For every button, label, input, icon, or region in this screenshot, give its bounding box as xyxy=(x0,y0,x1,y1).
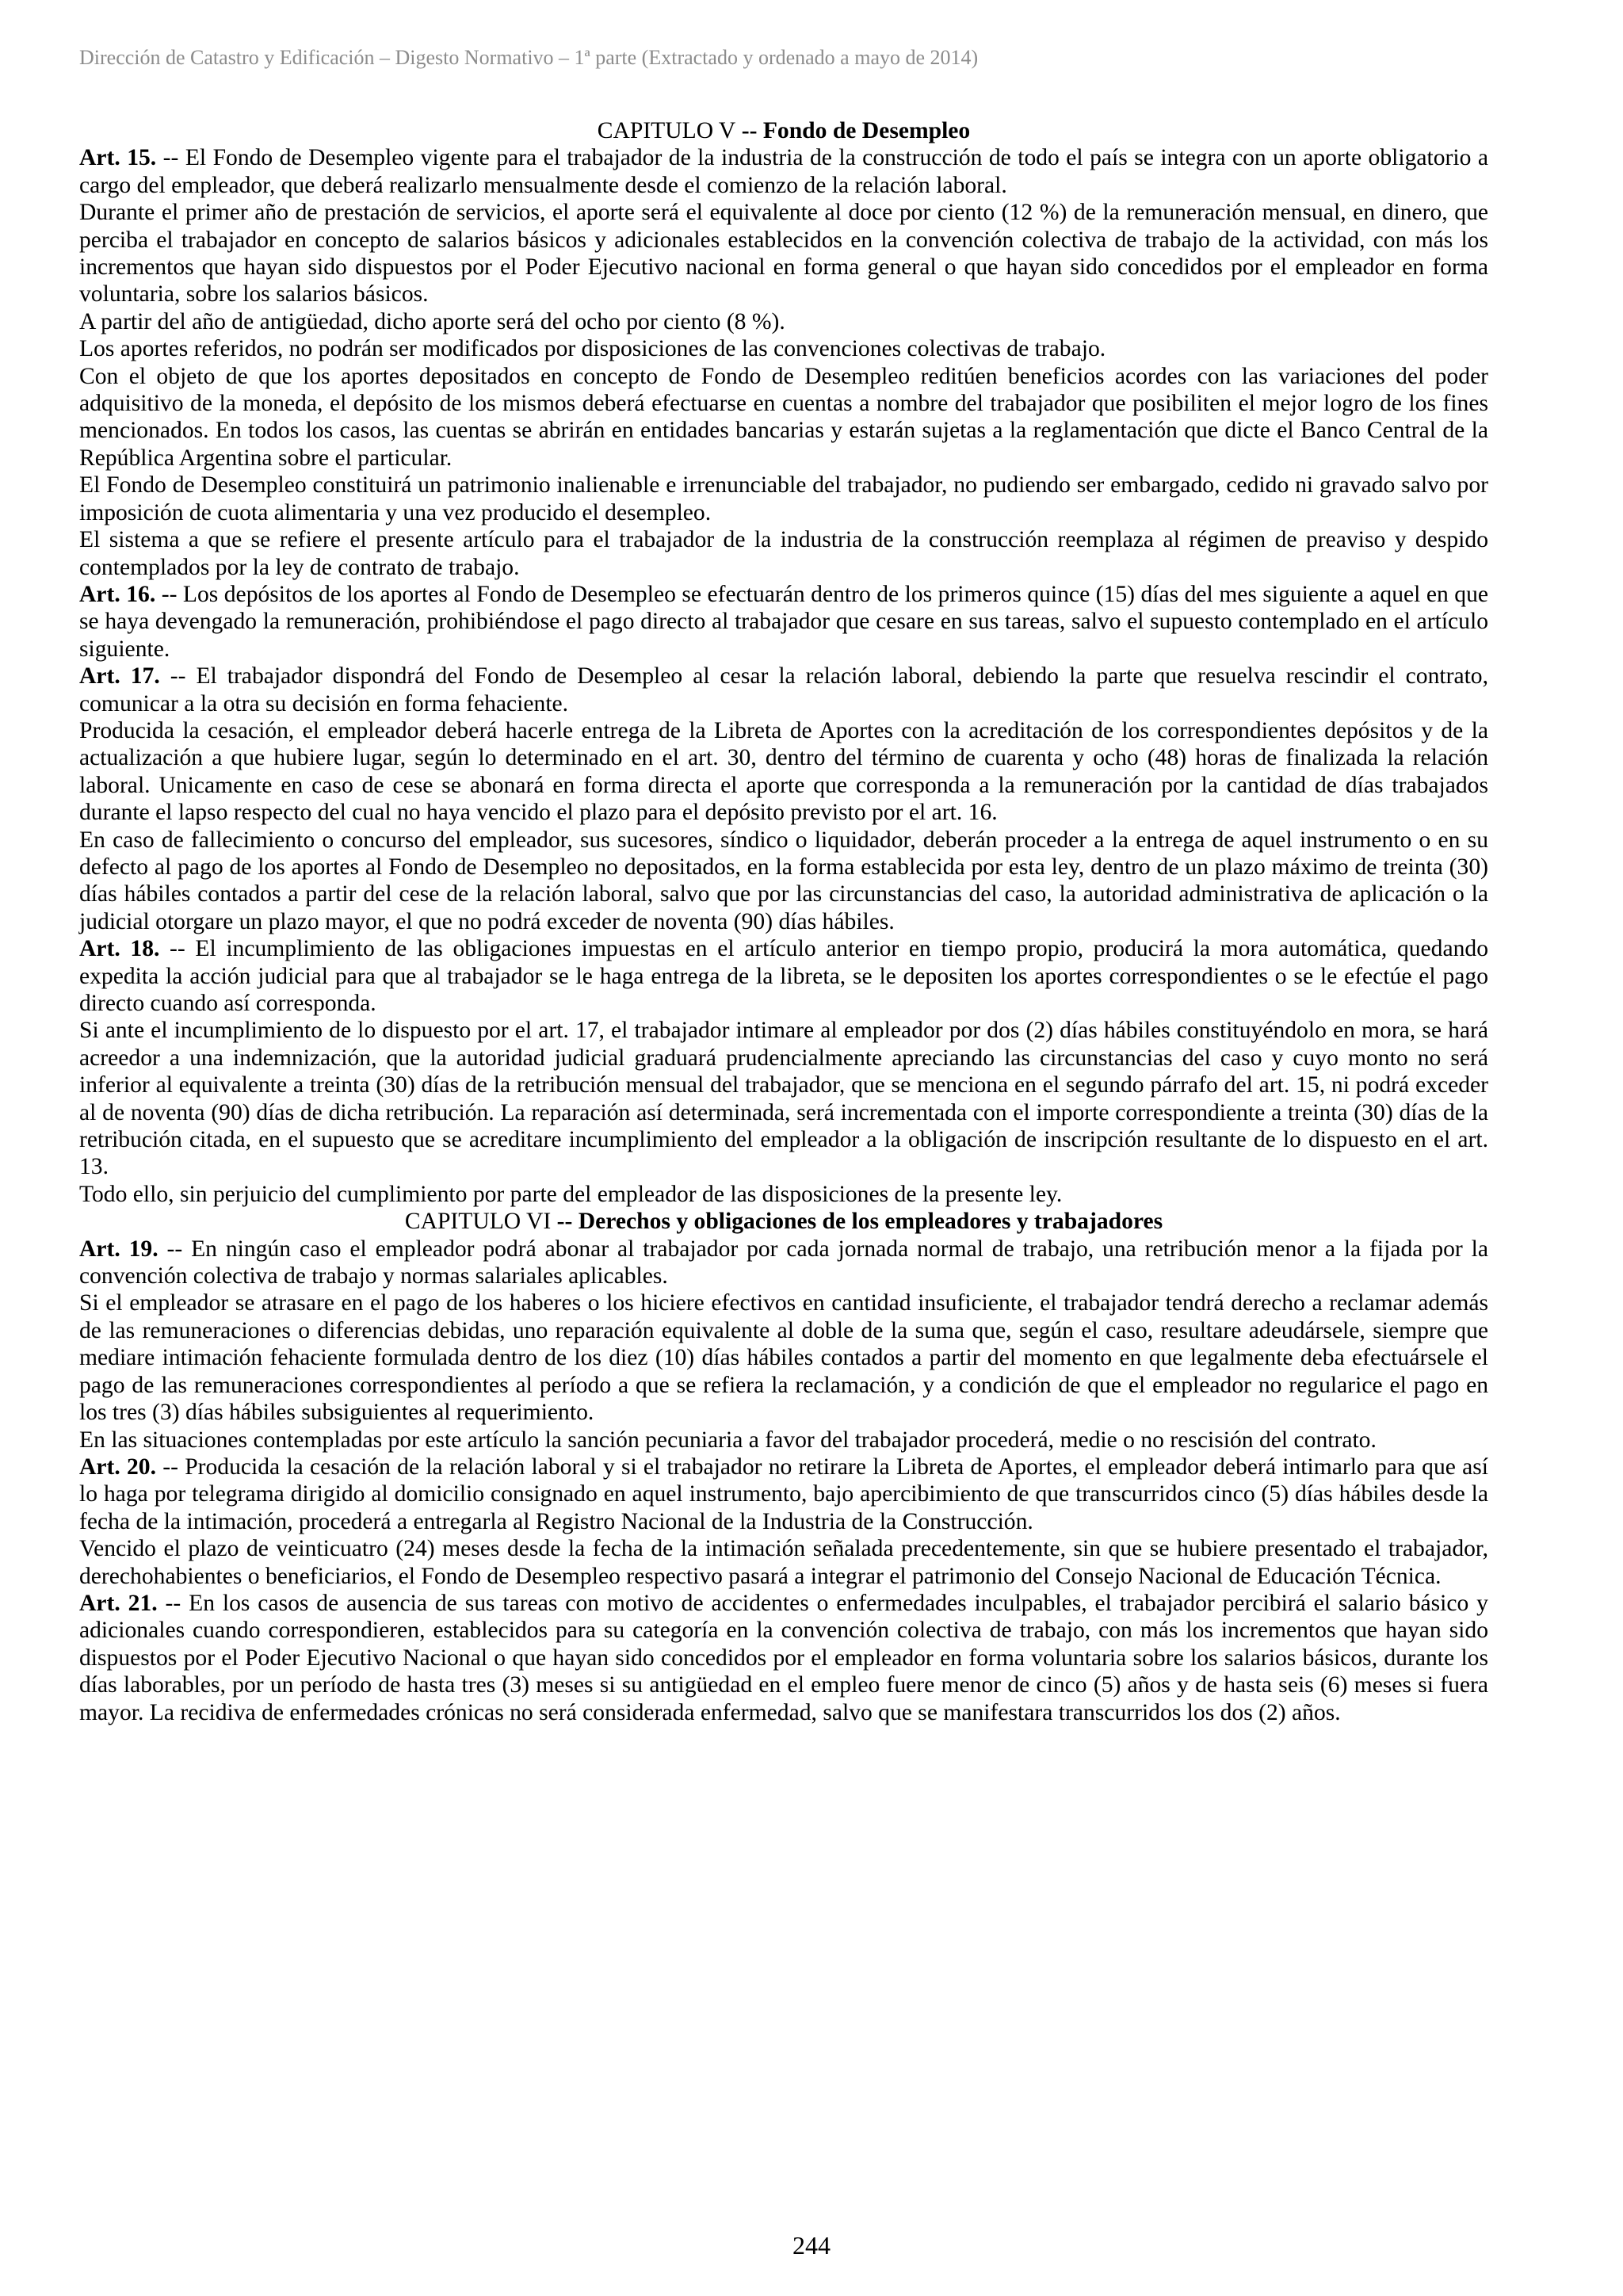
article-17-paragraph: Producida la cesación, el empleador deberá hacerle entrega de la Libreta de Aportes con la acreditación de los correspondientes depósitos y de la actualización a que hubiere lugar, según lo determinado en el art. 30, dentro del término de cuarenta y ocho (48) horas de finalizada la relación laboral. Unicamente en caso de cese se abonará en forma directa el aporte que corresponda a la remuneración por la cantidad de días trabajados durante el lapso respecto del cual no haya vencido el plazo para el depósito previsto por el art. 16. xyxy=(79,717,1488,826)
chapter-label: CAPITULO V xyxy=(597,118,736,143)
article-18-paragraph xyxy=(79,935,1488,1017)
article-18-paragraph: Si ante el incumplimiento de lo dispuesto por el art. 17, el trabajador intimare al empleador por dos (2) días hábiles constituyéndolo en mora, se hará acreedor a una indemnización, que la autoridad judicial graduará prudencialmente apreciando las circunstancias del caso y cuyo monto no será inferior al equivalente a treinta (30) días de la retribución mensual del trabajador, que se menciona en el segundo párrafo del art. 15, ni podrá exceder al de noventa (90) días de dicha retribución. La reparación así determinada, será incrementada con el importe correspondiente a treinta (30) días de la retribución citada, en el supuesto que se acreditare incumplimiento del empleador a la obligación de inscripción resultante de lo dispuesto en el art. 13. xyxy=(79,1018,1488,1180)
chapter-heading-v xyxy=(79,117,1488,144)
article-text: -- El Fondo de Desempleo vigente para el trabajador de la industria de la construcción de todo el país se integra con un aporte obligatorio a cargo del empleador, que deberá realizarlo mensualmente desde el comienzo de la relación laboral. xyxy=(79,145,1489,198)
article-19-paragraph: En las situaciones contempladas por este artículo la sanción pecuniaria a favor del trabajador procederá, medie o no rescisión del contrato. xyxy=(79,1427,1377,1453)
article-text: -- En ningún caso el empleador podrá abonar al trabajador por cada jornada normal de trabajo, una retribución menor a la fijada por la convención colectiva de trabajo y normas salariales aplicables. xyxy=(79,1236,1488,1289)
chapter-label: CAPITULO VI xyxy=(404,1209,552,1235)
article-16-paragraph xyxy=(79,581,1488,663)
article-text: -- En los casos de ausencia de sus tareas con motivo de accidentes o enfermedades inculpables, el trabajador percibirá el salario básico y adicionales cuando correspondieren, establecidos para su categoría en la convención colectiva de trabajo, con más los incrementos que hayan sido dispuestos por el Poder Ejecutivo Nacional o que hayan sido concedidos por el empleador en forma voluntaria sobre los salarios básicos, durante los días laborables, por un período de hasta tres (3) meses si su antigüedad en el empleo fuere menor de cinco (5) años y de hasta seis (6) meses si fuera mayor. La recidiva de enfermedades crónicas no será considerada enfermedad, salvo que se manifestara transcurridos los dos (2) años. xyxy=(79,1590,1488,1725)
article-15-paragraph: Los aportes referidos, no podrán ser modificados por disposiciones de las convenciones colectivas de trabajo. xyxy=(79,336,1106,362)
article-text: -- El incumplimiento de las obligaciones impuestas en el artículo anterior en tiempo propio, producirá la mora automática, quedando expedita la acción judicial para que al trabajador se le haga entrega de la libreta, se le depositen los aportes correspondientes o se le efectúe el pago directo cuando así corresponda. xyxy=(79,936,1489,1016)
article-label: Art. 17. xyxy=(79,663,160,690)
article-text: -- Producida la cesación de la relación laboral y si el trabajador no retirare la Libreta de Aportes, el empleador deberá intimarlo para que así lo haga por telegrama dirigido al domicilio consignado en aquel instrumento, bajo apercibimiento de que transcurridos cinco (5) días hábiles desde la fecha de la intimación, procederá a entregarla al Registro Nacional de la Industria de la Construcción. xyxy=(79,1454,1488,1534)
article-15-paragraph: El Fondo de Desempleo constituirá un patrimonio inalienable e irrenunciable del trabajador, no pudiendo ser embargado, cedido ni gravado salvo por imposición de cuota alimentaria y una vez producido el desempleo. xyxy=(79,472,1488,525)
article-19-paragraph xyxy=(79,1236,1488,1290)
article-text: -- El trabajador dispondrá del Fondo de Desempleo al cesar la relación laboral, debiendo la parte que resuelva rescindir el contrato, comunicar a la otra su decisión en forma fehaciente. xyxy=(79,663,1488,716)
article-label: Art. 19. xyxy=(79,1236,158,1262)
article-15-paragraph xyxy=(79,144,1488,199)
article-text: -- Los depósitos de los aportes al Fondo de Desempleo se efectuarán dentro de los primeros quince (15) días del mes siguiente a aquel en que se haya devengado la remuneración, prohibiéndose el pago directo al trabajador que cesare en sus tareas, salvo el supuesto contemplado en el artículo siguiente. xyxy=(79,581,1488,662)
article-label: Art. 21. xyxy=(79,1590,158,1616)
article-label: Art. 16. xyxy=(79,581,156,607)
article-15-paragraph: Durante el primer año de prestación de servicios, el aporte será el equivalente al doce por ciento (12 %) de la remuneración mensual, en dinero, que perciba el trabajador en concepto de salarios básicos y adicionales establecidos en la convención colectiva de trabajo de la actividad, con más los incrementos que hayan sido dispuestos por el Poder Ejecutivo nacional en forma general o que hayan sido concedidos por el empleador en forma voluntaria, sobre los salarios básicos. xyxy=(79,200,1488,308)
article-label: Art. 15. xyxy=(79,145,157,171)
chapter-title: Fondo de Desempleo xyxy=(762,118,971,143)
page-number: 244 xyxy=(792,2231,831,2260)
article-17-paragraph: En caso de fallecimiento o concurso del empleador, sus sucesores, síndico o liquidador, deberán proceder a la entrega de aquel instrumento o en su defecto al pago de los aportes al Fondo de Desempleo no depositados, en la forma establecida por esta ley, dentro de un plazo máximo de treinta (30) días hábiles contados a partir del cese de la relación laboral, salvo que por las circunstancias del caso, la autoridad administrativa de aplicación o la judicial otorgare un plazo mayor, el que no podrá exceder de noventa (90) días hábiles. xyxy=(79,827,1488,934)
article-20-paragraph: Vencido el plazo de veinticuatro (24) meses desde la fecha de la intimación señalada precedentemente, sin que se hubiere presentado el trabajador, derechohabientes o beneficiarios, el Fondo de Desempleo respectivo pasará a integrar el patrimonio del Consejo Nacional de Educación Técnica. xyxy=(79,1536,1488,1589)
chapter-separator: -- xyxy=(735,118,763,143)
chapter-separator: -- xyxy=(551,1209,579,1235)
article-15-paragraph: Con el objeto de que los aportes depositados en concepto de Fondo de Desempleo reditúen beneficios acordes con las variaciones del poder adquisitivo de la moneda, el depósito de los mismos deberá efectuarse en cuentas a nombre del trabajador que posibiliten el mejor logro de los fines mencionados. En todos los casos, las cuentas se abrirán en entidades bancarias y estarán sujetas a la reglamentación que dicte el Banco Central de la República Argentina sobre el particular. xyxy=(79,363,1488,471)
article-label: Art. 18. xyxy=(79,936,160,962)
article-21-paragraph xyxy=(79,1590,1488,1726)
article-17-paragraph xyxy=(79,663,1488,717)
article-15-paragraph: El sistema a que se refiere el presente artículo para el trabajador de la industria de la construcción reemplaza al régimen de preaviso y despido contemplados por la ley de contrato de trabajo. xyxy=(79,527,1488,580)
running-header: Dirección de Catastro y Edificación – Digesto Normativo – 1ª parte (Extractado y ordenado a mayo de 2014) xyxy=(79,46,979,69)
article-20-paragraph xyxy=(79,1454,1488,1535)
article-15-paragraph: A partir del año de antigüedad, dicho aporte será del ocho por ciento (8 %). xyxy=(79,308,785,334)
chapter-heading-vi xyxy=(79,1208,1488,1235)
article-label: Art. 20. xyxy=(79,1454,156,1480)
article-18-paragraph: Todo ello, sin perjuicio del cumplimiento por parte del empleador de las disposiciones de la presente ley. xyxy=(79,1181,1063,1207)
chapter-title: Derechos y obligaciones de los empleadores y trabajadores xyxy=(578,1209,1163,1235)
body-text xyxy=(79,117,1488,1726)
article-19-paragraph: Si el empleador se atrasare en el pago de los haberes o los hiciere efectivos en cantidad insuficiente, el trabajador tendrá derecho a reclamar además de las remuneraciones o diferencias debidas, uno reparación equivalente al doble de la suma que, según el caso, resultare adeudársele, siempre que mediare intimación fehaciente formulada dentro de los diez (10) días hábiles contados a partir del momento en que legalmente deba efectuársele el pago de las remuneraciones correspondientes al período a que se refiera la reclamación, y a condición de que el empleador no regularice el pago en los tres (3) días hábiles subsiguientes al requerimiento. xyxy=(79,1290,1488,1426)
